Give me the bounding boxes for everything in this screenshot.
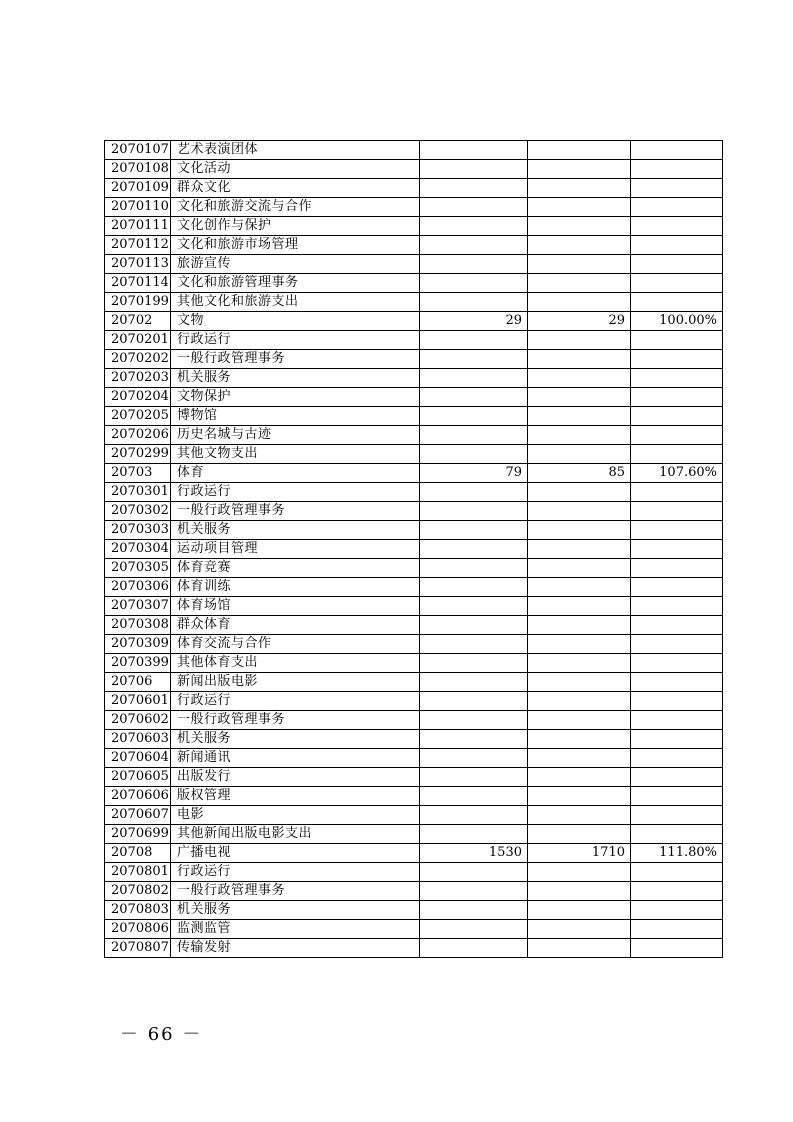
value-b-cell (528, 559, 631, 578)
ratio-cell: 100.00% (631, 312, 723, 331)
value-a-cell (420, 635, 528, 654)
table-row (105, 673, 723, 692)
value-a-cell (420, 920, 528, 939)
table-row (105, 445, 723, 464)
table-row (105, 293, 723, 312)
table-row (105, 236, 723, 255)
table-row (105, 217, 723, 236)
account-code-cell: 2070807 (105, 939, 171, 958)
table-row (105, 711, 723, 730)
table-row (105, 388, 723, 407)
account-name-cell: 文物保护 (171, 388, 420, 407)
ratio-cell (631, 331, 723, 350)
account-name-cell: 一般行政管理事务 (171, 350, 420, 369)
value-b-cell (528, 635, 631, 654)
account-code-cell: 20708 (105, 844, 171, 863)
account-code-cell: 2070206 (105, 426, 171, 445)
ratio-cell (631, 825, 723, 844)
table-row (105, 255, 723, 274)
table-row (105, 141, 723, 160)
ratio-cell: 107.60% (631, 464, 723, 483)
value-a-cell: 79 (420, 464, 528, 483)
budget-table (104, 140, 723, 958)
account-code-cell: 2070204 (105, 388, 171, 407)
value-b-cell (528, 293, 631, 312)
value-a-cell (420, 255, 528, 274)
value-a-cell (420, 711, 528, 730)
ratio-cell (631, 559, 723, 578)
account-name-cell: 机关服务 (171, 369, 420, 388)
ratio-cell (631, 502, 723, 521)
value-b-cell (528, 768, 631, 787)
ratio-cell (631, 578, 723, 597)
ratio-cell (631, 768, 723, 787)
table-row (105, 616, 723, 635)
ratio-cell (631, 749, 723, 768)
table-row (105, 768, 723, 787)
account-name-cell: 一般行政管理事务 (171, 882, 420, 901)
value-b-cell (528, 616, 631, 635)
value-a-cell (420, 540, 528, 559)
value-b-cell (528, 920, 631, 939)
account-code-cell: 2070110 (105, 198, 171, 217)
ratio-cell (631, 255, 723, 274)
account-code-cell: 2070301 (105, 483, 171, 502)
table-row (105, 901, 723, 920)
ratio-cell (631, 882, 723, 901)
value-a-cell (420, 483, 528, 502)
account-code-cell: 2070399 (105, 654, 171, 673)
value-b-cell (528, 692, 631, 711)
account-code-cell: 2070202 (105, 350, 171, 369)
account-code-cell: 2070302 (105, 502, 171, 521)
account-code-cell: 2070604 (105, 749, 171, 768)
value-a-cell (420, 141, 528, 160)
account-code-cell: 2070305 (105, 559, 171, 578)
value-a-cell (420, 502, 528, 521)
ratio-cell (631, 407, 723, 426)
value-a-cell (420, 578, 528, 597)
ratio-cell (631, 901, 723, 920)
table-row (105, 179, 723, 198)
account-code-cell: 2070699 (105, 825, 171, 844)
account-name-cell: 历史名城与古迹 (171, 426, 420, 445)
account-code-cell: 2070112 (105, 236, 171, 255)
value-a-cell (420, 882, 528, 901)
value-b-cell (528, 787, 631, 806)
value-b-cell (528, 939, 631, 958)
account-name-cell: 其他体育支出 (171, 654, 420, 673)
account-code-cell: 2070108 (105, 160, 171, 179)
value-a-cell: 1530 (420, 844, 528, 863)
account-name-cell: 群众文化 (171, 179, 420, 198)
account-name-cell: 文化和旅游管理事务 (171, 274, 420, 293)
account-code-cell: 2070203 (105, 369, 171, 388)
ratio-cell (631, 141, 723, 160)
table-row (105, 521, 723, 540)
account-name-cell: 文化创作与保护 (171, 217, 420, 236)
value-a-cell (420, 806, 528, 825)
table-row (105, 654, 723, 673)
account-code-cell: 20703 (105, 464, 171, 483)
value-a-cell (420, 426, 528, 445)
account-code-cell: 2070306 (105, 578, 171, 597)
table-row (105, 939, 723, 958)
account-name-cell: 博物馆 (171, 407, 420, 426)
account-name-cell: 一般行政管理事务 (171, 711, 420, 730)
value-b-cell (528, 901, 631, 920)
value-b-cell (528, 426, 631, 445)
table-row (105, 920, 723, 939)
value-a-cell (420, 616, 528, 635)
ratio-cell (631, 540, 723, 559)
value-b-cell (528, 198, 631, 217)
account-name-cell: 机关服务 (171, 901, 420, 920)
account-code-cell: 20702 (105, 312, 171, 331)
value-a-cell (420, 293, 528, 312)
page-number: － 66 － (120, 1024, 203, 1045)
ratio-cell (631, 274, 723, 293)
value-a-cell (420, 350, 528, 369)
value-b-cell (528, 730, 631, 749)
account-name-cell: 体育训练 (171, 578, 420, 597)
value-a-cell (420, 768, 528, 787)
table-row (105, 426, 723, 445)
account-name-cell: 行政运行 (171, 863, 420, 882)
value-b-cell (528, 673, 631, 692)
account-name-cell: 其他新闻出版电影支出 (171, 825, 420, 844)
ratio-cell (631, 483, 723, 502)
account-name-cell: 其他文化和旅游支出 (171, 293, 420, 312)
value-a-cell (420, 274, 528, 293)
ratio-cell (631, 920, 723, 939)
account-code-cell: 2070309 (105, 635, 171, 654)
value-b-cell (528, 654, 631, 673)
ratio-cell (631, 426, 723, 445)
ratio-cell (631, 179, 723, 198)
account-code-cell: 2070607 (105, 806, 171, 825)
account-code-cell: 2070205 (105, 407, 171, 426)
ratio-cell (631, 863, 723, 882)
account-code-cell: 2070802 (105, 882, 171, 901)
account-name-cell: 出版发行 (171, 768, 420, 787)
value-b-cell (528, 388, 631, 407)
value-b-cell (528, 749, 631, 768)
table-row (105, 502, 723, 521)
ratio-cell (631, 198, 723, 217)
account-name-cell: 体育场馆 (171, 597, 420, 616)
value-a-cell (420, 331, 528, 350)
ratio-cell: 111.80% (631, 844, 723, 863)
table-row (105, 540, 723, 559)
value-b-cell (528, 521, 631, 540)
account-name-cell: 机关服务 (171, 730, 420, 749)
account-name-cell: 文化和旅游交流与合作 (171, 198, 420, 217)
value-b-cell (528, 369, 631, 388)
account-code-cell: 2070307 (105, 597, 171, 616)
ratio-cell (631, 236, 723, 255)
value-a-cell (420, 217, 528, 236)
table-row (105, 882, 723, 901)
value-a-cell (420, 559, 528, 578)
value-a-cell (420, 160, 528, 179)
account-name-cell: 行政运行 (171, 483, 420, 502)
value-b-cell (528, 882, 631, 901)
account-name-cell: 文化和旅游市场管理 (171, 236, 420, 255)
account-code-cell: 2070109 (105, 179, 171, 198)
account-code-cell: 2070603 (105, 730, 171, 749)
value-a-cell (420, 597, 528, 616)
value-a-cell (420, 901, 528, 920)
ratio-cell (631, 445, 723, 464)
account-name-cell: 文化活动 (171, 160, 420, 179)
table-row (105, 331, 723, 350)
ratio-cell (631, 350, 723, 369)
value-b-cell (528, 445, 631, 464)
account-code-cell: 20706 (105, 673, 171, 692)
ratio-cell (631, 806, 723, 825)
table-row (105, 597, 723, 616)
account-code-cell: 2070199 (105, 293, 171, 312)
ratio-cell (631, 369, 723, 388)
account-code-cell: 2070304 (105, 540, 171, 559)
account-name-cell: 体育交流与合作 (171, 635, 420, 654)
value-a-cell (420, 236, 528, 255)
account-code-cell: 2070601 (105, 692, 171, 711)
value-a-cell (420, 939, 528, 958)
table-row (105, 312, 723, 331)
table-row (105, 160, 723, 179)
table-row (105, 730, 723, 749)
table-row (105, 350, 723, 369)
account-code-cell: 2070803 (105, 901, 171, 920)
value-b-cell (528, 711, 631, 730)
table-row (105, 274, 723, 293)
table-row (105, 464, 723, 483)
account-name-cell: 运动项目管理 (171, 540, 420, 559)
value-a-cell (420, 673, 528, 692)
ratio-cell (631, 635, 723, 654)
table-row (105, 635, 723, 654)
value-a-cell (420, 654, 528, 673)
value-b-cell (528, 350, 631, 369)
account-name-cell: 传输发射 (171, 939, 420, 958)
ratio-cell (631, 692, 723, 711)
table-body (105, 141, 723, 958)
account-name-cell: 群众体育 (171, 616, 420, 635)
ratio-cell (631, 597, 723, 616)
value-b-cell (528, 597, 631, 616)
account-name-cell: 旅游宣传 (171, 255, 420, 274)
value-b-cell (528, 331, 631, 350)
account-code-cell: 2070201 (105, 331, 171, 350)
value-a-cell (420, 179, 528, 198)
table-row (105, 559, 723, 578)
ratio-cell (631, 616, 723, 635)
value-b-cell (528, 806, 631, 825)
account-code-cell: 2070111 (105, 217, 171, 236)
account-name-cell: 文物 (171, 312, 420, 331)
value-a-cell (420, 825, 528, 844)
table-row (105, 369, 723, 388)
value-a-cell (420, 787, 528, 806)
account-code-cell: 2070303 (105, 521, 171, 540)
ratio-cell (631, 787, 723, 806)
ratio-cell (631, 654, 723, 673)
table-row (105, 692, 723, 711)
value-a-cell (420, 369, 528, 388)
account-code-cell: 2070605 (105, 768, 171, 787)
value-a-cell (420, 730, 528, 749)
table-row (105, 749, 723, 768)
table-row (105, 863, 723, 882)
value-a-cell (420, 692, 528, 711)
account-name-cell: 艺术表演团体 (171, 141, 420, 160)
account-name-cell: 监测监管 (171, 920, 420, 939)
value-b-cell (528, 578, 631, 597)
value-b-cell (528, 540, 631, 559)
value-b-cell (528, 863, 631, 882)
value-a-cell (420, 445, 528, 464)
account-code-cell: 2070299 (105, 445, 171, 464)
value-b-cell (528, 217, 631, 236)
table-row (105, 483, 723, 502)
account-name-cell: 版权管理 (171, 787, 420, 806)
value-b-cell (528, 274, 631, 293)
value-b-cell: 1710 (528, 844, 631, 863)
ratio-cell (631, 939, 723, 958)
value-b-cell: 85 (528, 464, 631, 483)
value-b-cell (528, 141, 631, 160)
account-name-cell: 新闻出版电影 (171, 673, 420, 692)
account-name-cell: 其他文物支出 (171, 445, 420, 464)
account-code-cell: 2070602 (105, 711, 171, 730)
account-name-cell: 体育竞赛 (171, 559, 420, 578)
account-code-cell: 2070606 (105, 787, 171, 806)
table-row (105, 407, 723, 426)
account-code-cell: 2070806 (105, 920, 171, 939)
table-row (105, 578, 723, 597)
table-row (105, 806, 723, 825)
value-b-cell: 29 (528, 312, 631, 331)
account-name-cell: 广播电视 (171, 844, 420, 863)
ratio-cell (631, 217, 723, 236)
ratio-cell (631, 673, 723, 692)
account-name-cell: 一般行政管理事务 (171, 502, 420, 521)
table-row (105, 787, 723, 806)
value-b-cell (528, 236, 631, 255)
account-code-cell: 2070113 (105, 255, 171, 274)
value-a-cell (420, 521, 528, 540)
account-code-cell: 2070801 (105, 863, 171, 882)
value-b-cell (528, 825, 631, 844)
account-name-cell: 行政运行 (171, 331, 420, 350)
value-a-cell (420, 198, 528, 217)
value-a-cell (420, 749, 528, 768)
value-b-cell (528, 255, 631, 274)
value-a-cell: 29 (420, 312, 528, 331)
ratio-cell (631, 521, 723, 540)
account-name-cell: 行政运行 (171, 692, 420, 711)
value-b-cell (528, 483, 631, 502)
value-a-cell (420, 863, 528, 882)
account-name-cell: 电影 (171, 806, 420, 825)
table-row (105, 844, 723, 863)
value-a-cell (420, 388, 528, 407)
ratio-cell (631, 730, 723, 749)
value-a-cell (420, 407, 528, 426)
table-row (105, 198, 723, 217)
account-name-cell: 体育 (171, 464, 420, 483)
value-b-cell (528, 160, 631, 179)
table-row (105, 825, 723, 844)
account-code-cell: 2070107 (105, 141, 171, 160)
account-name-cell: 机关服务 (171, 521, 420, 540)
value-b-cell (528, 407, 631, 426)
ratio-cell (631, 160, 723, 179)
account-code-cell: 2070114 (105, 274, 171, 293)
ratio-cell (631, 293, 723, 312)
account-name-cell: 新闻通讯 (171, 749, 420, 768)
ratio-cell (631, 711, 723, 730)
value-b-cell (528, 502, 631, 521)
account-code-cell: 2070308 (105, 616, 171, 635)
value-b-cell (528, 179, 631, 198)
ratio-cell (631, 388, 723, 407)
